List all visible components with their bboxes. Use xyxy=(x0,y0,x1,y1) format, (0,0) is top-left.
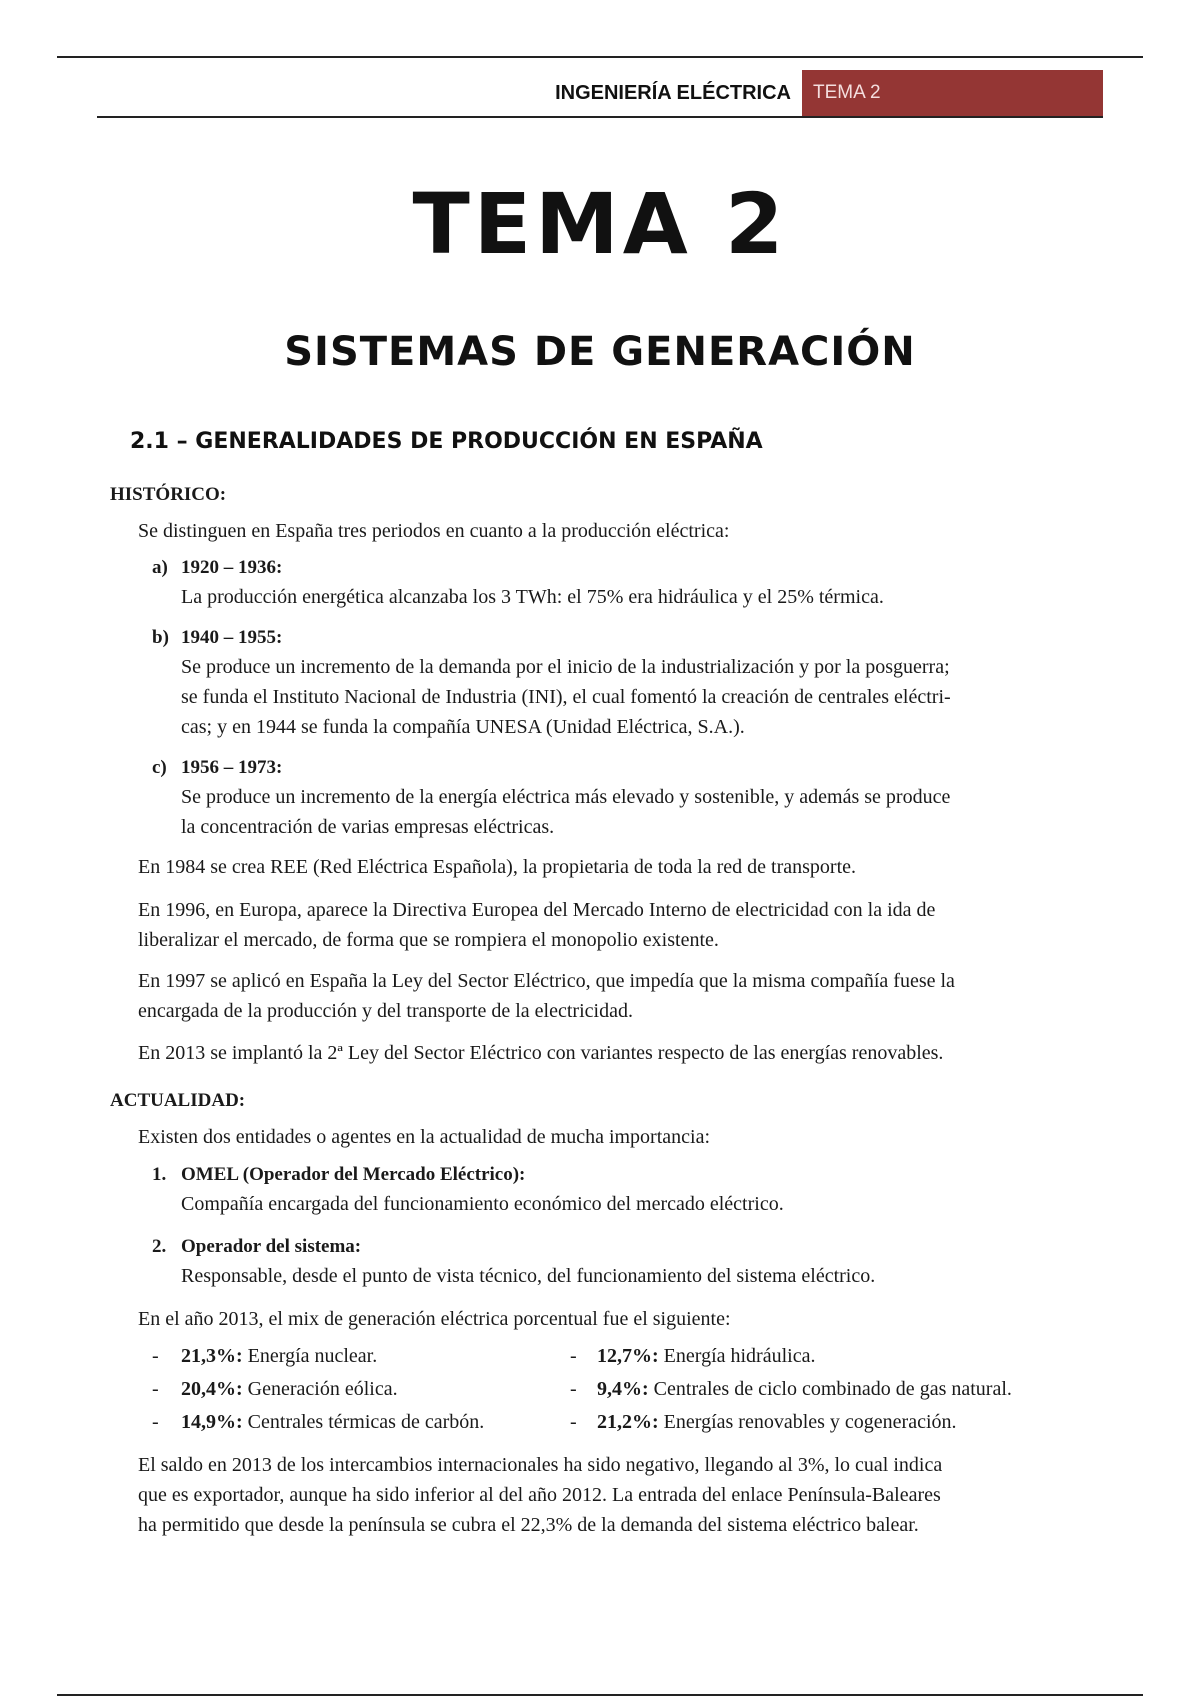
paragraph-1997-line-2: encargada de la producción y del transporte de la electricidad. xyxy=(138,1000,633,1022)
period-b-years: 1940 – 1955: xyxy=(181,627,283,648)
mix-bullet: - xyxy=(152,1345,159,1367)
paragraph-1996-line-2: liberalizar el mercado, de forma que se rompiera el monopolio existente. xyxy=(138,929,719,951)
period-b-line-2: se funda el Instituto Nacional de Industria (INI), el cual fomentó la creación de centrales eléctri- xyxy=(181,686,951,708)
page-title: TEMA 2 xyxy=(412,175,788,273)
paragraph-1984: En 1984 se crea REE (Red Eléctrica Española), la propietaria de toda la red de transporte. xyxy=(138,856,857,878)
mix-bullet: - xyxy=(152,1411,159,1433)
period-a-line-1: La producción energética alcanzaba los 3 TWh: el 75% era hidráulica y el 25% térmica. xyxy=(181,586,884,608)
section-heading: 2.1 – GENERALIDADES DE PRODUCCIÓN EN ESPAÑA xyxy=(130,429,763,454)
agent-2-marker: 2. xyxy=(152,1236,167,1257)
mix-label: Centrales de ciclo combinado de gas natural. xyxy=(653,1378,1012,1400)
mix-pct: 21,3%: xyxy=(181,1345,243,1367)
page-header xyxy=(97,70,1103,118)
period-b-line-3: cas; y en 1944 se funda la compañía UNESA (Unidad Eléctrica, S.A.). xyxy=(181,716,745,738)
mix-item-eolica xyxy=(181,1374,398,1404)
closing-line-2: que es exportador, aunque ha sido inferior al del año 2012. La entrada del enlace Península-Baleares xyxy=(138,1484,941,1506)
header-badge: TEMA 2 xyxy=(802,70,1103,116)
page-subtitle: SISTEMAS DE GENERACIÓN xyxy=(284,329,916,375)
agent-1-marker: 1. xyxy=(152,1164,167,1185)
closing-line-3: ha permitido que desde la península se cubra el 22,3% de la demanda del sistema eléctrico balear. xyxy=(138,1514,919,1536)
mix-pct: 12,7%: xyxy=(597,1345,659,1367)
actualidad-heading: ACTUALIDAD: xyxy=(110,1090,246,1111)
paragraph-2013: En 2013 se implantó la 2ª Ley del Sector Eléctrico con variantes respecto de las energías renovables. xyxy=(138,1042,944,1064)
mix-bullet: - xyxy=(570,1378,577,1400)
mix-bullet: - xyxy=(570,1345,577,1367)
agent-1-name: OMEL (Operador del Mercado Eléctrico): xyxy=(181,1164,526,1185)
actualidad-intro: Existen dos entidades o agentes en la actualidad de mucha importancia: xyxy=(138,1126,711,1148)
mix-pct: 9,4%: xyxy=(597,1378,649,1400)
mix-item-renovables xyxy=(597,1407,957,1437)
top-rule xyxy=(57,56,1143,58)
period-b-line-1: Se produce un incremento de la demanda por el inicio de la industrialización y por la posguerra; xyxy=(181,656,950,678)
mix-label: Energía hidráulica. xyxy=(663,1345,816,1367)
period-a-marker: a) xyxy=(152,557,168,578)
mix-label: Centrales térmicas de carbón. xyxy=(247,1411,485,1433)
header-subject: INGENIERÍA ELÉCTRICA xyxy=(555,82,791,104)
mix-item-carbon xyxy=(181,1407,484,1437)
period-c-marker: c) xyxy=(152,757,167,778)
agent-2-name: Operador del sistema: xyxy=(181,1236,362,1257)
agent-1-desc: Compañía encargada del funcionamiento económico del mercado eléctrico. xyxy=(181,1193,784,1215)
mix-bullet: - xyxy=(570,1411,577,1433)
period-c-line-2: la concentración de varias empresas eléctricas. xyxy=(181,816,555,838)
historico-intro: Se distinguen en España tres periodos en cuanto a la producción eléctrica: xyxy=(138,520,730,542)
mix-item-nuclear xyxy=(181,1341,377,1371)
period-b-marker: b) xyxy=(152,627,169,648)
mix-bullet: - xyxy=(152,1378,159,1400)
mix-pct: 21,2%: xyxy=(597,1411,659,1433)
agent-2-desc: Responsable, desde el punto de vista técnico, del funcionamiento del sistema eléctrico. xyxy=(181,1265,876,1287)
closing-line-1: El saldo en 2013 de los intercambios internacionales ha sido negativo, llegando al 3%, lo cual indica xyxy=(138,1454,943,1476)
period-c-years: 1956 – 1973: xyxy=(181,757,283,778)
mix-label: Generación eólica. xyxy=(247,1378,398,1400)
paragraph-1996-line-1: En 1996, en Europa, aparece la Directiva Europea del Mercado Interno de electricidad con la ida de xyxy=(138,899,936,921)
paragraph-1997-line-1: En 1997 se aplicó en España la Ley del Sector Eléctrico, que impedía que la misma compañía fuese la xyxy=(138,970,955,992)
mix-pct: 20,4%: xyxy=(181,1378,243,1400)
mix-pct: 14,9%: xyxy=(181,1411,243,1433)
mix-item-ciclo-combinado xyxy=(597,1374,1012,1404)
period-c-line-1: Se produce un incremento de la energía eléctrica más elevado y sostenible, y además se produce xyxy=(181,786,951,808)
bottom-rule xyxy=(57,1694,1143,1696)
historico-heading: HISTÓRICO: xyxy=(110,484,227,505)
mix-item-hidraulica xyxy=(597,1341,815,1371)
period-a-years: 1920 – 1936: xyxy=(181,557,283,578)
mix-intro: En el año 2013, el mix de generación eléctrica porcentual fue el siguiente: xyxy=(138,1308,731,1330)
mix-label: Energías renovables y cogeneración. xyxy=(663,1411,957,1433)
header-rule xyxy=(97,116,1103,118)
mix-label: Energía nuclear. xyxy=(247,1345,378,1367)
